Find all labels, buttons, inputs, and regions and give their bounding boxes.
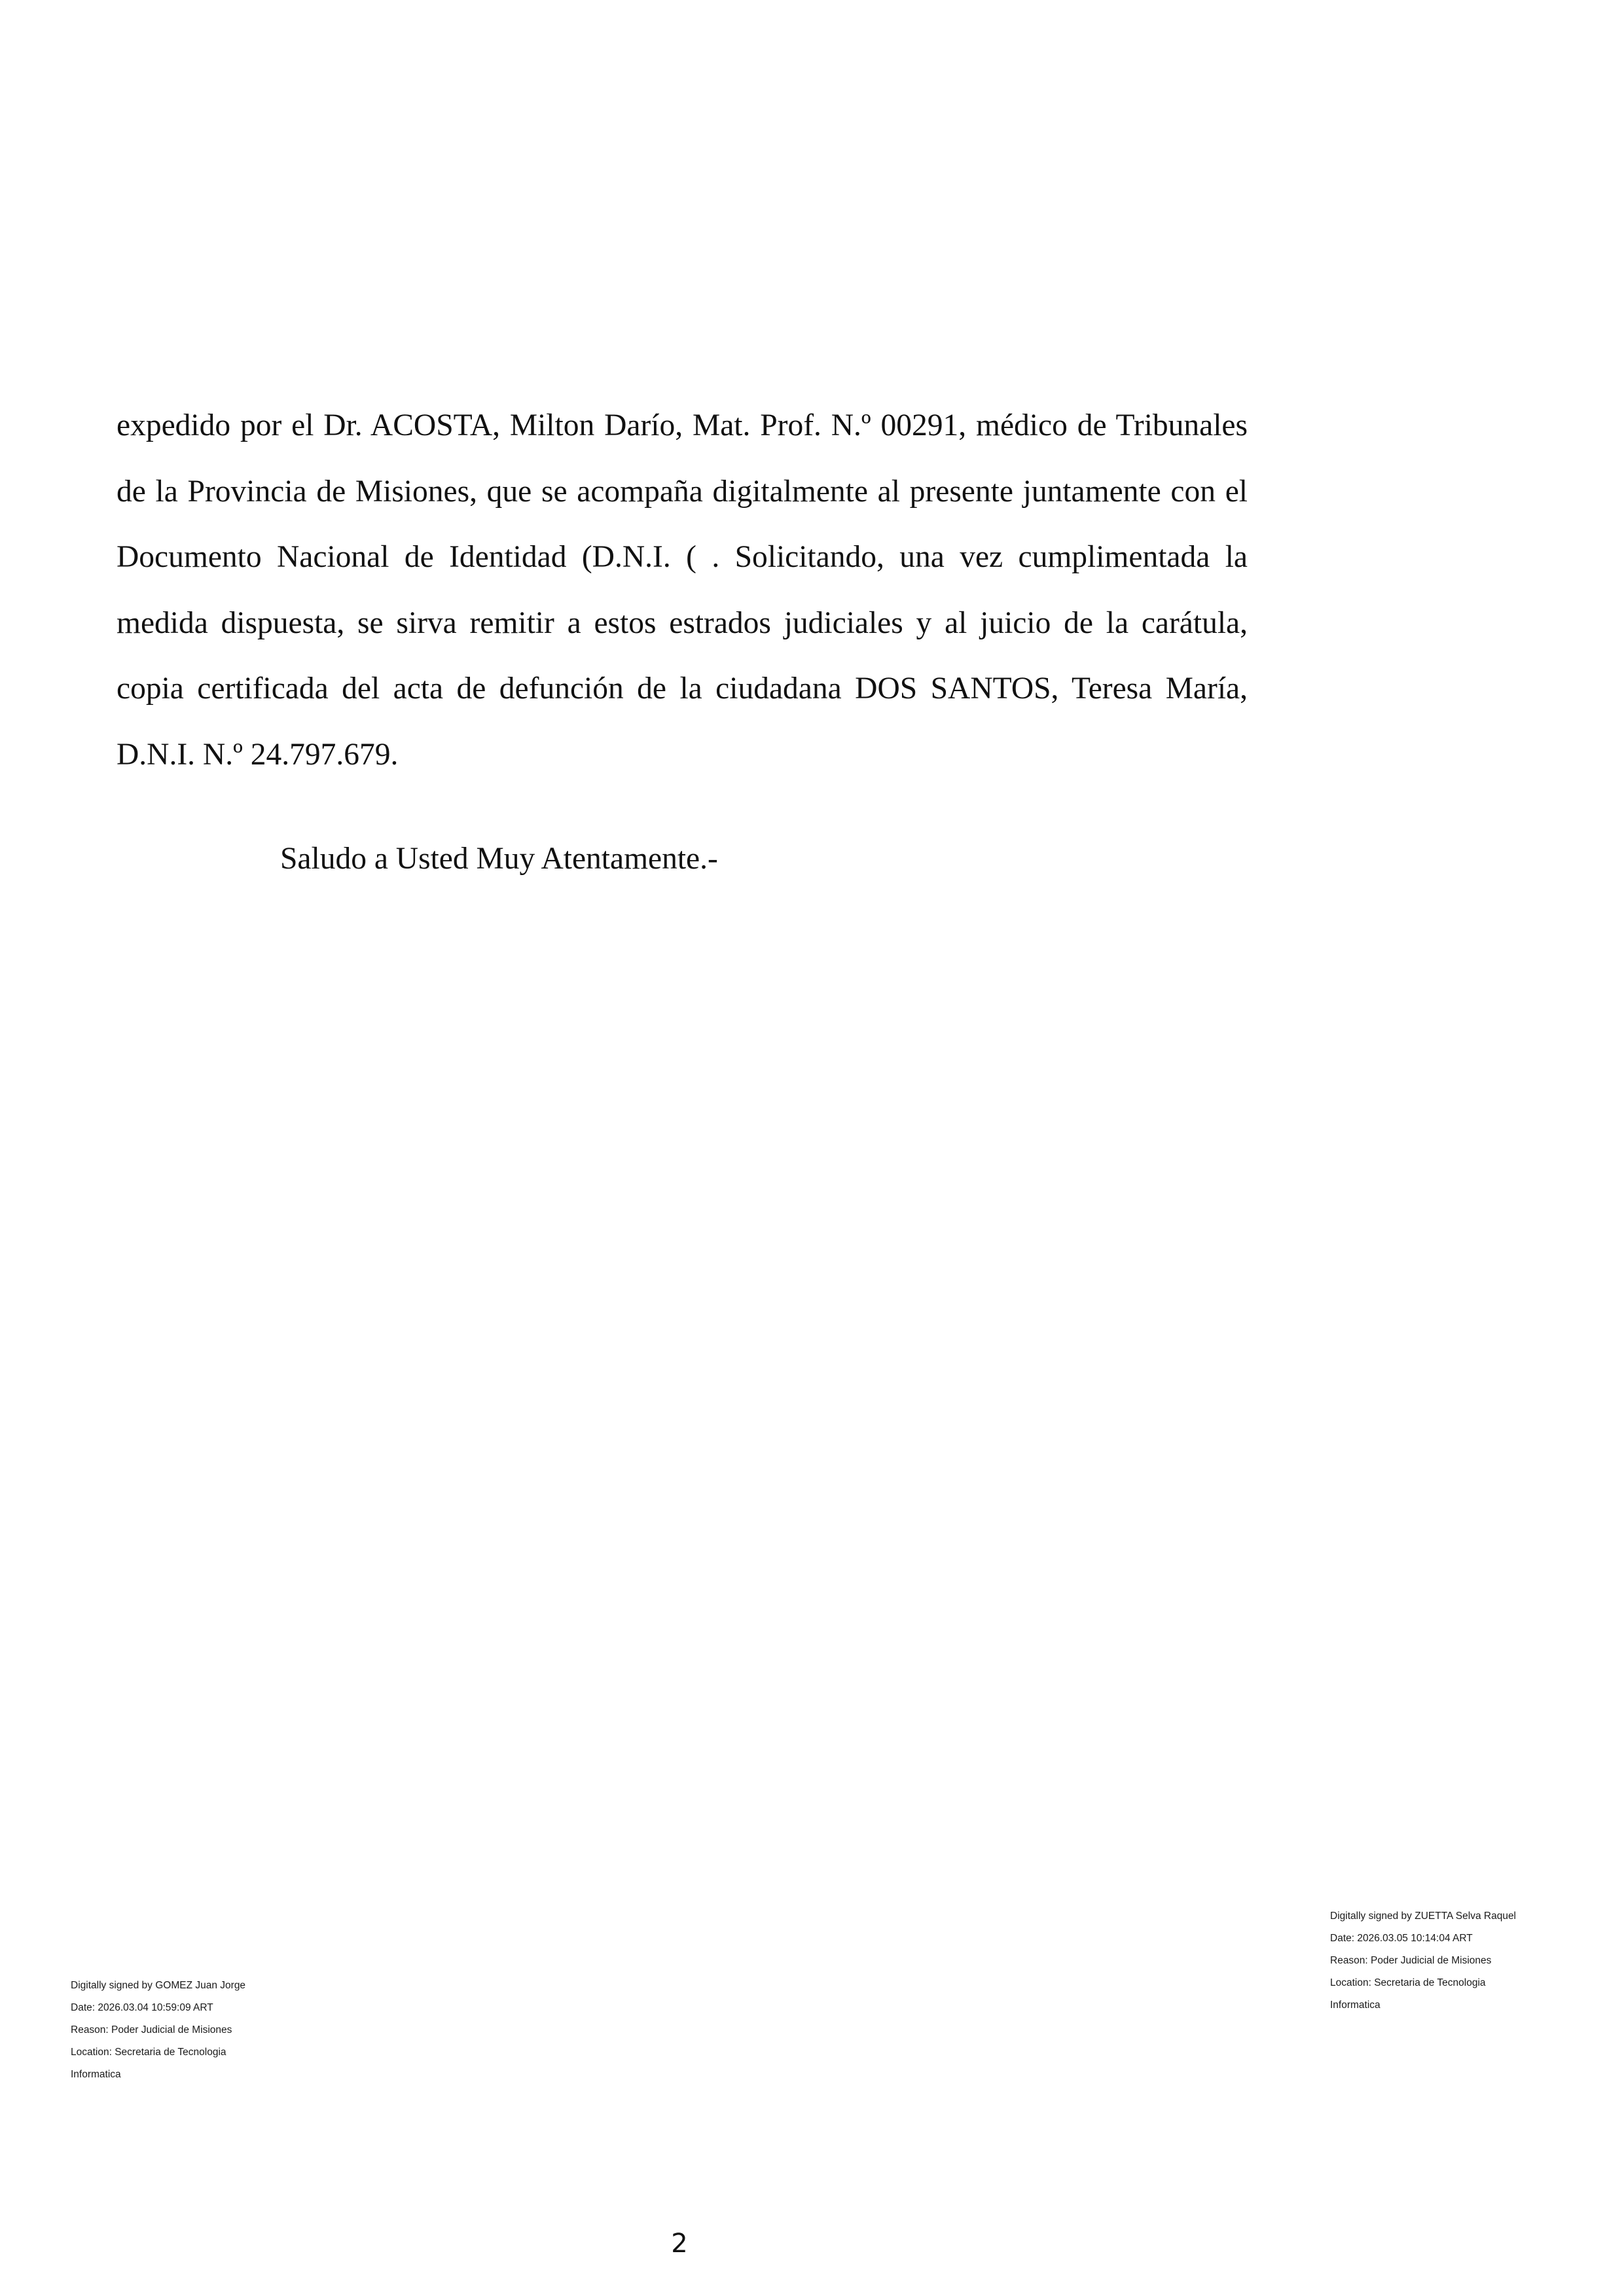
signature-reason: Reason: Poder Judicial de Misiones bbox=[1330, 1955, 1492, 1966]
digital-signature-gomez bbox=[71, 1969, 306, 2091]
signature-reason: Reason: Poder Judicial de Misiones bbox=[71, 2024, 232, 2036]
signature-location: Location: Secretaria de Tecnologia bbox=[1330, 1977, 1486, 1988]
signature-location-cont: Informatica bbox=[1330, 2000, 1380, 2011]
signature-signer: Digitally signed by ZUETTA Selva Raquel bbox=[1330, 1910, 1517, 1922]
signature-location: Location: Secretaria de Tecnologia bbox=[71, 2047, 226, 2058]
body-paragraph: expedido por el Dr. ACOSTA, Milton Darío, Mat. Prof. N.º 00291, médico de Tribunales de la Provincia de Misiones, que se acompaña digitalmente al presente juntamente con el Documento Nacional de Identidad (D.N.I. ( . Solicitando, una vez cumplimentada la medida dispuesta, se sirva remitir a estos estrados judiciales y al juicio de la carátula, copia certificada del acta de defunción de la ciudadana DOS SANTOS, Teresa María, D.N.I. N.º 24.797.679. bbox=[117, 408, 1248, 772]
digital-signature-zuetta bbox=[1330, 1899, 1566, 2022]
page-number: 2 bbox=[671, 2229, 688, 2259]
closing-salutation: Saludo a Usted Muy Atentamente.- bbox=[280, 842, 718, 876]
signature-location-cont: Informatica bbox=[71, 2069, 121, 2080]
signature-date: Date: 2026.03.04 10:59:09 ART bbox=[71, 2002, 213, 2013]
body-paragraph-block bbox=[117, 393, 1248, 787]
signature-date: Date: 2026.03.05 10:14:04 ART bbox=[1330, 1933, 1473, 1944]
signature-signer: Digitally signed by GOMEZ Juan Jorge bbox=[71, 1980, 246, 1991]
